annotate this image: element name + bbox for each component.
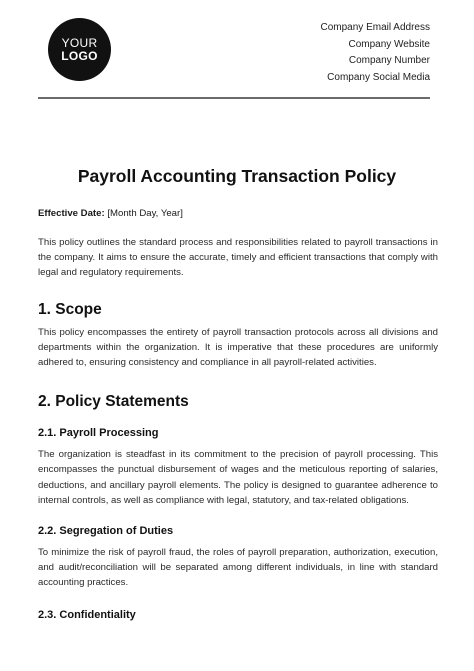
company-contact-block <box>321 20 431 86</box>
document-title: Payroll Accounting Transaction Policy <box>77 166 397 186</box>
subheading-confidentiality: 2.3. Confidentiality <box>38 608 136 621</box>
effective-date-label: Effective Date: <box>38 208 105 219</box>
contact-email: Company Email Address <box>320 22 430 33</box>
effective-date <box>38 208 438 219</box>
section-heading-policy-statements: 2. Policy Statements <box>38 393 189 411</box>
logo-line-1: YOUR <box>61 35 98 50</box>
subheading-payroll-processing: 2.1. Payroll Processing <box>38 427 159 440</box>
contact-social-media: Company Social Media <box>327 71 430 83</box>
document-body <box>38 208 438 621</box>
contact-number: Company Number <box>348 55 430 66</box>
payroll-processing-paragraph: The organization is steadfast in its commitment to the precision of payroll processing. This encompasses the punctual disbursement of wages and the meticulous reporting of salaries, deductions, and ancillary payroll elements. The policy is designed to guarantee adherence to internal controls, as well as compliance with legal, statutory, and tax-related obligations. <box>38 449 438 506</box>
contact-website: Company Website <box>348 38 430 50</box>
effective-date-value: [Month Day, Year] <box>107 208 183 219</box>
section-heading-scope: 1. Scope <box>38 300 102 318</box>
subheading-segregation-of-duties: 2.2. Segregation of Duties <box>38 525 174 538</box>
header-divider <box>38 97 430 99</box>
scope-paragraph: This policy encompasses the entirety of payroll transaction protocols across all divisions and departments within the organization. It is imperative that these procedures are uniformly adhered to, ensuring consistency and compliance in all payroll-related activities. <box>38 326 438 369</box>
company-logo <box>48 18 111 81</box>
intro-paragraph: This policy outlines the standard process and responsibilities related to payroll transactions in the company. It aims to ensure the accurate, timely and efficient transactions that comply with legal and regulatory requirements. <box>38 237 438 279</box>
segregation-of-duties-paragraph: To minimize the risk of payroll fraud, the roles of payroll preparation, authorization, execution, and audit/reconciliation will be separated among different individuals, in line with standard accounting practices. <box>38 547 438 589</box>
logo-line-2: LOGO <box>61 48 98 63</box>
